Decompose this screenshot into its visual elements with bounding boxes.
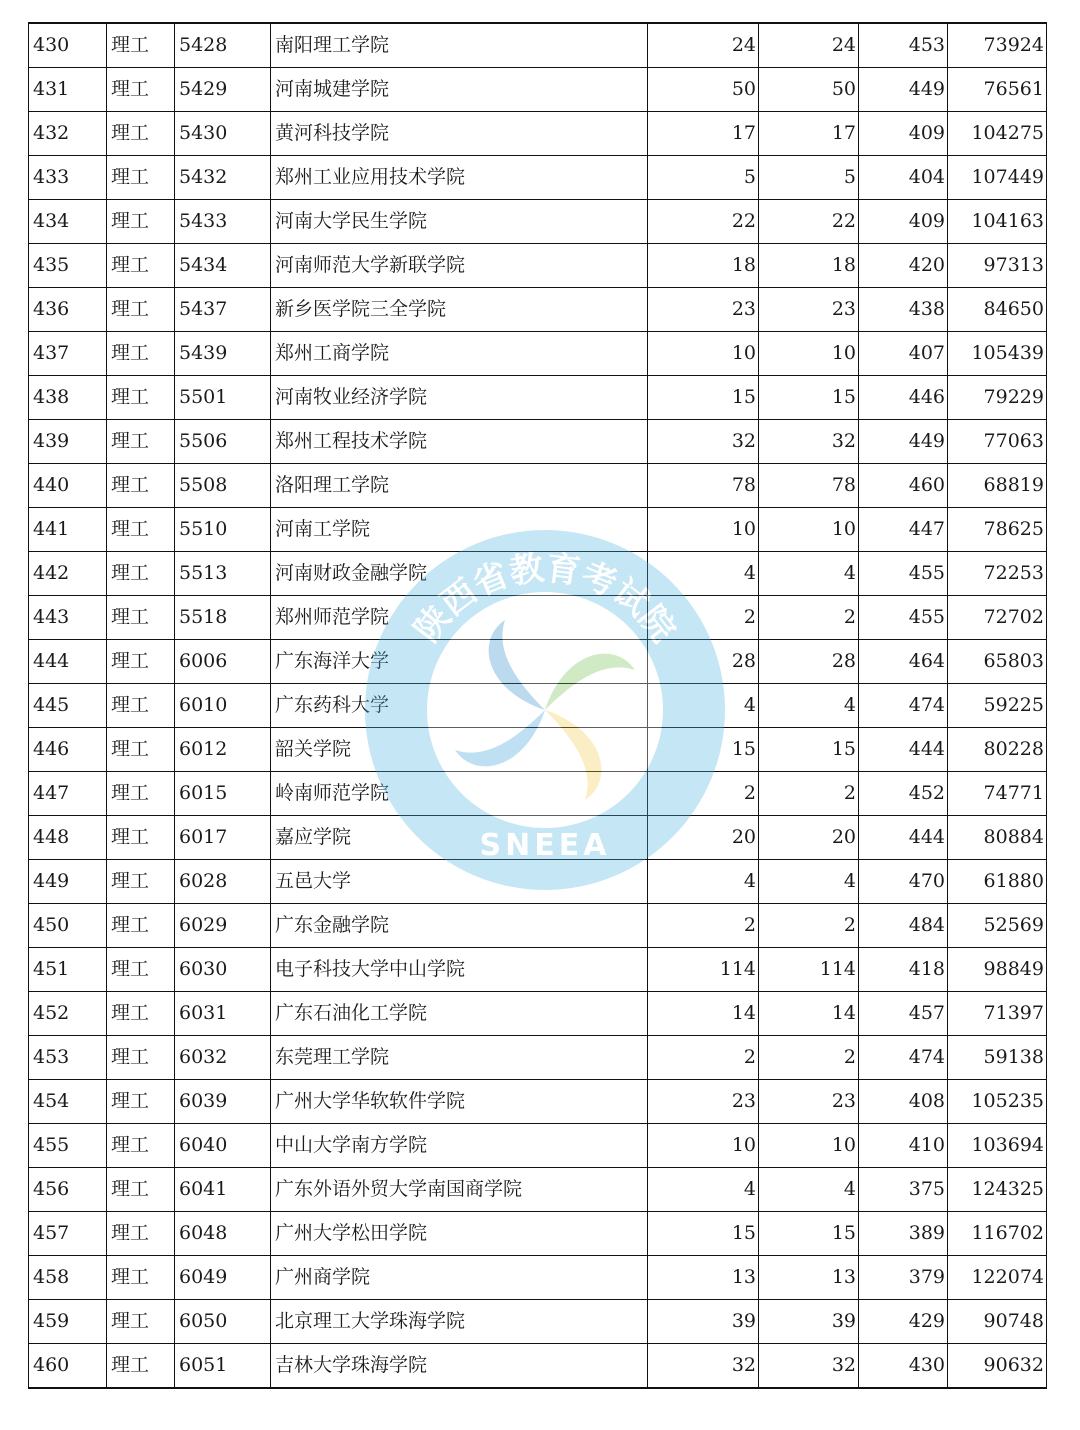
cell-code: 5437 [175,288,271,332]
cell-min-score: 452 [859,772,948,816]
cell-admitted: 4 [759,1168,859,1212]
cell-seq: 455 [29,1124,107,1168]
cell-seq: 453 [29,1036,107,1080]
table-row [29,1168,1047,1212]
table-row [29,376,1047,420]
cell-min-rank: 59225 [948,684,1047,728]
cell-school: 电子科技大学中山学院 [271,948,648,992]
cell-school: 东莞理工学院 [271,1036,648,1080]
cell-min-rank: 104275 [948,112,1047,156]
table-row [29,1212,1047,1256]
cell-code: 6049 [175,1256,271,1300]
cell-school: 黄河科技学院 [271,112,648,156]
cell-min-score: 389 [859,1212,948,1256]
cell-min-score: 407 [859,332,948,376]
cell-admitted: 2 [759,904,859,948]
cell-category: 理工 [107,1080,175,1124]
table-row [29,1256,1047,1300]
table-row [29,772,1047,816]
cell-code: 6031 [175,992,271,1036]
cell-admitted: 28 [759,640,859,684]
cell-plan: 13 [648,1256,759,1300]
cell-min-rank: 72253 [948,552,1047,596]
cell-min-score: 430 [859,1344,948,1389]
cell-code: 5434 [175,244,271,288]
cell-min-rank: 103694 [948,1124,1047,1168]
cell-school: 河南城建学院 [271,68,648,112]
cell-min-rank: 98849 [948,948,1047,992]
cell-min-score: 474 [859,684,948,728]
cell-seq: 432 [29,112,107,156]
cell-plan: 114 [648,948,759,992]
cell-admitted: 13 [759,1256,859,1300]
cell-category: 理工 [107,948,175,992]
cell-code: 5501 [175,376,271,420]
cell-code: 5433 [175,200,271,244]
cell-code: 6040 [175,1124,271,1168]
cell-category: 理工 [107,68,175,112]
cell-admitted: 39 [759,1300,859,1344]
cell-code: 5429 [175,68,271,112]
cell-school: 广州大学华软软件学院 [271,1080,648,1124]
cell-school: 广州商学院 [271,1256,648,1300]
cell-code: 5439 [175,332,271,376]
cell-admitted: 24 [759,23,859,68]
cell-seq: 438 [29,376,107,420]
cell-min-rank: 116702 [948,1212,1047,1256]
cell-school: 南阳理工学院 [271,23,648,68]
cell-seq: 447 [29,772,107,816]
cell-admitted: 50 [759,68,859,112]
cell-min-rank: 61880 [948,860,1047,904]
table-row [29,200,1047,244]
cell-seq: 456 [29,1168,107,1212]
cell-category: 理工 [107,508,175,552]
cell-seq: 451 [29,948,107,992]
table-row [29,420,1047,464]
cell-min-score: 409 [859,200,948,244]
cell-category: 理工 [107,596,175,640]
cell-plan: 22 [648,200,759,244]
cell-min-score: 455 [859,552,948,596]
cell-min-score: 404 [859,156,948,200]
cell-school: 广东外语外贸大学南国商学院 [271,1168,648,1212]
cell-plan: 18 [648,244,759,288]
cell-school: 郑州工商学院 [271,332,648,376]
admission-table [28,22,1047,1389]
cell-seq: 437 [29,332,107,376]
cell-min-score: 438 [859,288,948,332]
cell-admitted: 20 [759,816,859,860]
cell-category: 理工 [107,1344,175,1389]
table-row [29,156,1047,200]
cell-school: 北京理工大学珠海学院 [271,1300,648,1344]
cell-min-score: 444 [859,816,948,860]
cell-school: 韶关学院 [271,728,648,772]
cell-code: 6050 [175,1300,271,1344]
cell-admitted: 22 [759,200,859,244]
table-row [29,112,1047,156]
cell-category: 理工 [107,552,175,596]
cell-admitted: 23 [759,288,859,332]
table-row [29,596,1047,640]
cell-min-rank: 72702 [948,596,1047,640]
cell-category: 理工 [107,288,175,332]
cell-category: 理工 [107,772,175,816]
cell-code: 5506 [175,420,271,464]
cell-admitted: 10 [759,508,859,552]
table-row [29,640,1047,684]
cell-min-rank: 105439 [948,332,1047,376]
cell-school: 吉林大学珠海学院 [271,1344,648,1389]
cell-school: 岭南师范学院 [271,772,648,816]
cell-plan: 32 [648,420,759,464]
cell-code: 6051 [175,1344,271,1389]
table-row [29,1344,1047,1389]
cell-plan: 10 [648,332,759,376]
table-row [29,464,1047,508]
cell-plan: 4 [648,860,759,904]
cell-plan: 15 [648,728,759,772]
cell-code: 6017 [175,816,271,860]
cell-category: 理工 [107,1124,175,1168]
cell-plan: 32 [648,1344,759,1389]
cell-category: 理工 [107,112,175,156]
cell-min-rank: 77063 [948,420,1047,464]
cell-school: 广东金融学院 [271,904,648,948]
cell-plan: 10 [648,1124,759,1168]
cell-min-score: 408 [859,1080,948,1124]
cell-plan: 15 [648,1212,759,1256]
cell-code: 6012 [175,728,271,772]
table-row [29,816,1047,860]
table-row [29,1124,1047,1168]
watermark-arc-text: 陕西省教育考试院 [406,548,684,650]
cell-school: 嘉应学院 [271,816,648,860]
cell-code: 5508 [175,464,271,508]
cell-min-score: 420 [859,244,948,288]
cell-school: 河南大学民生学院 [271,200,648,244]
cell-school: 河南财政金融学院 [271,552,648,596]
cell-min-score: 409 [859,112,948,156]
cell-min-rank: 79229 [948,376,1047,420]
cell-admitted: 2 [759,772,859,816]
cell-code: 6010 [175,684,271,728]
cell-school: 广东药科大学 [271,684,648,728]
cell-category: 理工 [107,1036,175,1080]
cell-category: 理工 [107,684,175,728]
cell-school: 广东海洋大学 [271,640,648,684]
cell-seq: 452 [29,992,107,1036]
cell-seq: 430 [29,23,107,68]
cell-category: 理工 [107,376,175,420]
cell-plan: 24 [648,23,759,68]
cell-seq: 446 [29,728,107,772]
cell-plan: 2 [648,1036,759,1080]
cell-category: 理工 [107,1256,175,1300]
cell-admitted: 5 [759,156,859,200]
cell-admitted: 14 [759,992,859,1036]
cell-code: 6006 [175,640,271,684]
cell-min-rank: 122074 [948,1256,1047,1300]
cell-category: 理工 [107,200,175,244]
cell-min-score: 429 [859,1300,948,1344]
cell-min-score: 410 [859,1124,948,1168]
cell-min-score: 444 [859,728,948,772]
cell-school: 河南师范大学新联学院 [271,244,648,288]
cell-admitted: 78 [759,464,859,508]
cell-code: 6030 [175,948,271,992]
cell-seq: 440 [29,464,107,508]
cell-seq: 435 [29,244,107,288]
cell-plan: 10 [648,508,759,552]
cell-min-score: 474 [859,1036,948,1080]
cell-min-rank: 107449 [948,156,1047,200]
cell-seq: 460 [29,1344,107,1389]
cell-min-rank: 78625 [948,508,1047,552]
cell-code: 6041 [175,1168,271,1212]
cell-admitted: 4 [759,684,859,728]
cell-seq: 459 [29,1300,107,1344]
cell-plan: 15 [648,376,759,420]
cell-code: 5430 [175,112,271,156]
cell-school: 五邑大学 [271,860,648,904]
cell-school: 郑州师范学院 [271,596,648,640]
table-row [29,288,1047,332]
cell-code: 6015 [175,772,271,816]
cell-plan: 39 [648,1300,759,1344]
cell-min-rank: 74771 [948,772,1047,816]
cell-seq: 449 [29,860,107,904]
cell-admitted: 2 [759,596,859,640]
cell-code: 5510 [175,508,271,552]
cell-min-score: 464 [859,640,948,684]
cell-seq: 457 [29,1212,107,1256]
cell-plan: 4 [648,1168,759,1212]
cell-code: 6028 [175,860,271,904]
table-row [29,332,1047,376]
cell-plan: 23 [648,1080,759,1124]
cell-min-rank: 71397 [948,992,1047,1036]
cell-min-score: 457 [859,992,948,1036]
cell-min-rank: 84650 [948,288,1047,332]
cell-school: 广州大学松田学院 [271,1212,648,1256]
cell-seq: 445 [29,684,107,728]
cell-seq: 441 [29,508,107,552]
cell-code: 5428 [175,23,271,68]
cell-code: 6048 [175,1212,271,1256]
table-row [29,244,1047,288]
table-row [29,1036,1047,1080]
cell-admitted: 10 [759,332,859,376]
table-row [29,68,1047,112]
cell-plan: 4 [648,684,759,728]
table-row [29,860,1047,904]
cell-min-rank: 97313 [948,244,1047,288]
table-row [29,1300,1047,1344]
admission-table-body [29,23,1047,1388]
table-row [29,948,1047,992]
cell-category: 理工 [107,1168,175,1212]
cell-admitted: 114 [759,948,859,992]
cell-category: 理工 [107,1300,175,1344]
cell-seq: 442 [29,552,107,596]
cell-min-rank: 65803 [948,640,1047,684]
cell-admitted: 4 [759,860,859,904]
table-row [29,728,1047,772]
cell-plan: 2 [648,596,759,640]
cell-seq: 443 [29,596,107,640]
cell-min-score: 447 [859,508,948,552]
cell-admitted: 32 [759,1344,859,1389]
table-row [29,904,1047,948]
cell-min-score: 453 [859,23,948,68]
cell-category: 理工 [107,1212,175,1256]
cell-min-rank: 52569 [948,904,1047,948]
cell-seq: 458 [29,1256,107,1300]
cell-category: 理工 [107,244,175,288]
cell-school: 郑州工业应用技术学院 [271,156,648,200]
cell-category: 理工 [107,332,175,376]
cell-school: 中山大学南方学院 [271,1124,648,1168]
cell-category: 理工 [107,728,175,772]
cell-plan: 20 [648,816,759,860]
cell-min-rank: 68819 [948,464,1047,508]
cell-seq: 448 [29,816,107,860]
cell-school: 郑州工程技术学院 [271,420,648,464]
cell-admitted: 15 [759,1212,859,1256]
cell-code: 6032 [175,1036,271,1080]
cell-code: 5513 [175,552,271,596]
cell-min-score: 449 [859,420,948,464]
cell-min-rank: 124325 [948,1168,1047,1212]
cell-category: 理工 [107,904,175,948]
table-row [29,684,1047,728]
cell-category: 理工 [107,992,175,1036]
cell-seq: 439 [29,420,107,464]
cell-min-score: 460 [859,464,948,508]
cell-plan: 28 [648,640,759,684]
cell-category: 理工 [107,464,175,508]
cell-seq: 431 [29,68,107,112]
cell-school: 新乡医学院三全学院 [271,288,648,332]
cell-code: 6039 [175,1080,271,1124]
cell-admitted: 23 [759,1080,859,1124]
table-row [29,23,1047,68]
cell-school: 洛阳理工学院 [271,464,648,508]
cell-min-score: 379 [859,1256,948,1300]
cell-min-rank: 90632 [948,1344,1047,1389]
cell-min-score: 470 [859,860,948,904]
cell-admitted: 18 [759,244,859,288]
cell-min-score: 484 [859,904,948,948]
cell-min-score: 446 [859,376,948,420]
cell-min-rank: 80228 [948,728,1047,772]
cell-code: 5432 [175,156,271,200]
cell-admitted: 10 [759,1124,859,1168]
cell-category: 理工 [107,640,175,684]
cell-admitted: 2 [759,1036,859,1080]
cell-min-score: 418 [859,948,948,992]
cell-category: 理工 [107,23,175,68]
cell-admitted: 32 [759,420,859,464]
cell-school: 河南工学院 [271,508,648,552]
cell-category: 理工 [107,156,175,200]
cell-min-rank: 76561 [948,68,1047,112]
cell-min-score: 455 [859,596,948,640]
cell-category: 理工 [107,860,175,904]
cell-plan: 4 [648,552,759,596]
cell-min-rank: 104163 [948,200,1047,244]
table-row [29,552,1047,596]
cell-min-score: 449 [859,68,948,112]
cell-seq: 436 [29,288,107,332]
table-row [29,1080,1047,1124]
cell-min-rank: 59138 [948,1036,1047,1080]
admission-table-sheet [28,22,1046,1415]
cell-seq: 434 [29,200,107,244]
table-row [29,508,1047,552]
cell-code: 5518 [175,596,271,640]
table-row [29,992,1047,1036]
cell-admitted: 15 [759,728,859,772]
cell-min-rank: 73924 [948,23,1047,68]
cell-min-rank: 80884 [948,816,1047,860]
cell-plan: 14 [648,992,759,1036]
cell-category: 理工 [107,420,175,464]
cell-code: 6029 [175,904,271,948]
cell-plan: 2 [648,772,759,816]
cell-seq: 454 [29,1080,107,1124]
cell-seq: 444 [29,640,107,684]
cell-min-score: 375 [859,1168,948,1212]
cell-school: 广东石油化工学院 [271,992,648,1036]
cell-admitted: 17 [759,112,859,156]
watermark-bottom-text: SNEEA [479,828,611,863]
cell-plan: 2 [648,904,759,948]
cell-school: 河南牧业经济学院 [271,376,648,420]
cell-seq: 433 [29,156,107,200]
cell-min-rank: 90748 [948,1300,1047,1344]
cell-category: 理工 [107,816,175,860]
cell-plan: 78 [648,464,759,508]
cell-admitted: 4 [759,552,859,596]
cell-plan: 23 [648,288,759,332]
cell-admitted: 15 [759,376,859,420]
cell-plan: 17 [648,112,759,156]
cell-plan: 5 [648,156,759,200]
cell-seq: 450 [29,904,107,948]
cell-min-rank: 105235 [948,1080,1047,1124]
cell-plan: 50 [648,68,759,112]
